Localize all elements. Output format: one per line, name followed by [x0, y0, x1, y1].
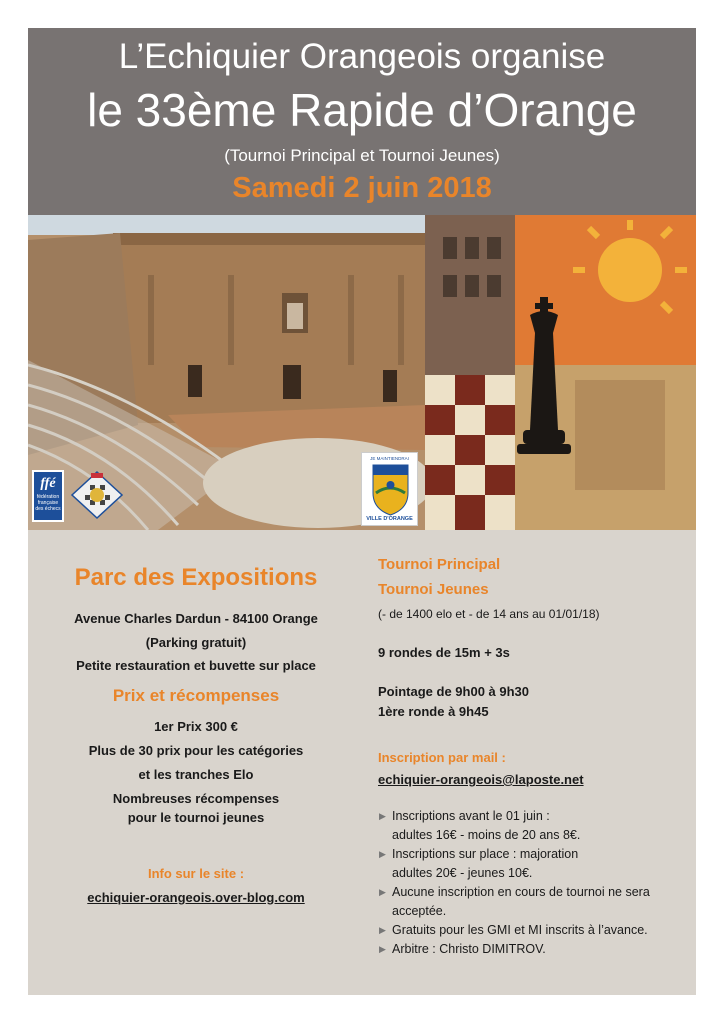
prize-line: Plus de 30 prix pour les catégories [88, 743, 304, 758]
youth-condition: (- de 1400 elo et - de 14 ans au 01/01/18) [378, 607, 600, 621]
prize-line: 1er Prix 300 € [154, 719, 238, 734]
event-title: le 33ème Rapide d’Orange [87, 84, 637, 136]
venue-address: Avenue Charles Dardun - 84100 Orange [74, 611, 318, 626]
first-round-info: 1ère ronde à 9h45 [378, 704, 489, 719]
list-item: ▶ Arbitre : Christo DIMITROV. [378, 940, 696, 959]
youth-tournament-label: Tournoi Jeunes [378, 581, 489, 598]
bullet-icon: ▶ [379, 887, 386, 897]
bullet-icon: ▶ [379, 944, 386, 954]
prize-line: Nombreuses récompenses [112, 791, 280, 806]
event-date: Samedi 2 juin 2018 [232, 172, 492, 204]
list-item: ▶ Aucune inscription en cours de tournoi ne sera [378, 883, 696, 902]
ffe-logo: ffé fédération française des échecs [32, 470, 64, 522]
list-item: acceptée. [392, 904, 447, 918]
list-item: ▶ Gratuits pour les GMI et MI inscrits à l’avance. [378, 921, 696, 940]
food-note: Petite restauration et buvette sur place [76, 658, 316, 673]
ville-orange-logo: JE MAINTIENDRAI VILLE D'ORANGE [361, 452, 418, 526]
site-label: Info sur le site : [147, 866, 245, 881]
prize-line: pour le tournoi jeunes [127, 810, 265, 825]
bullet-icon: ▶ [379, 849, 386, 859]
main-tournament-label: Tournoi Principal [378, 556, 501, 573]
photo-strip [28, 215, 696, 530]
league-logo [70, 470, 124, 520]
header-banner [28, 28, 696, 215]
theatre-photo [28, 215, 425, 530]
header-organiser: L’Echiquier Orangeois organise [118, 37, 606, 76]
rounds-info: 9 rondes de 15m + 3s [378, 645, 510, 660]
list-item: ▶ Inscriptions sur place : majoration [378, 845, 696, 864]
list-item: ▶ Inscriptions avant le 01 juin : [378, 807, 696, 826]
list-item: adultes 20€ - jeunes 10€. [392, 866, 533, 880]
parking-note: (Parking gratuit) [145, 635, 247, 650]
bullet-icon: ▶ [379, 925, 386, 935]
bullet-icon: ▶ [379, 811, 386, 821]
registration-email[interactable]: echiquier-orangeois@laposte.net [378, 772, 584, 787]
checkin-info: Pointage de 9h00 à 9h30 [378, 684, 530, 699]
info-panel [28, 530, 696, 995]
registration-label: Inscription par mail : [378, 750, 506, 765]
prizes-title: Prix et récompenses [112, 686, 280, 705]
site-link[interactable]: echiquier-orangeois.over-blog.com [87, 890, 305, 905]
prize-line: et les tranches Elo [138, 767, 254, 782]
venue-title: Parc des Expositions [74, 564, 318, 591]
registration-list [378, 807, 696, 959]
event-subtitle: (Tournoi Principal et Tournoi Jeunes) [224, 146, 500, 165]
list-item: adultes 16€ - moins de 20 ans 8€. [392, 828, 581, 842]
chess-painting [425, 215, 696, 530]
